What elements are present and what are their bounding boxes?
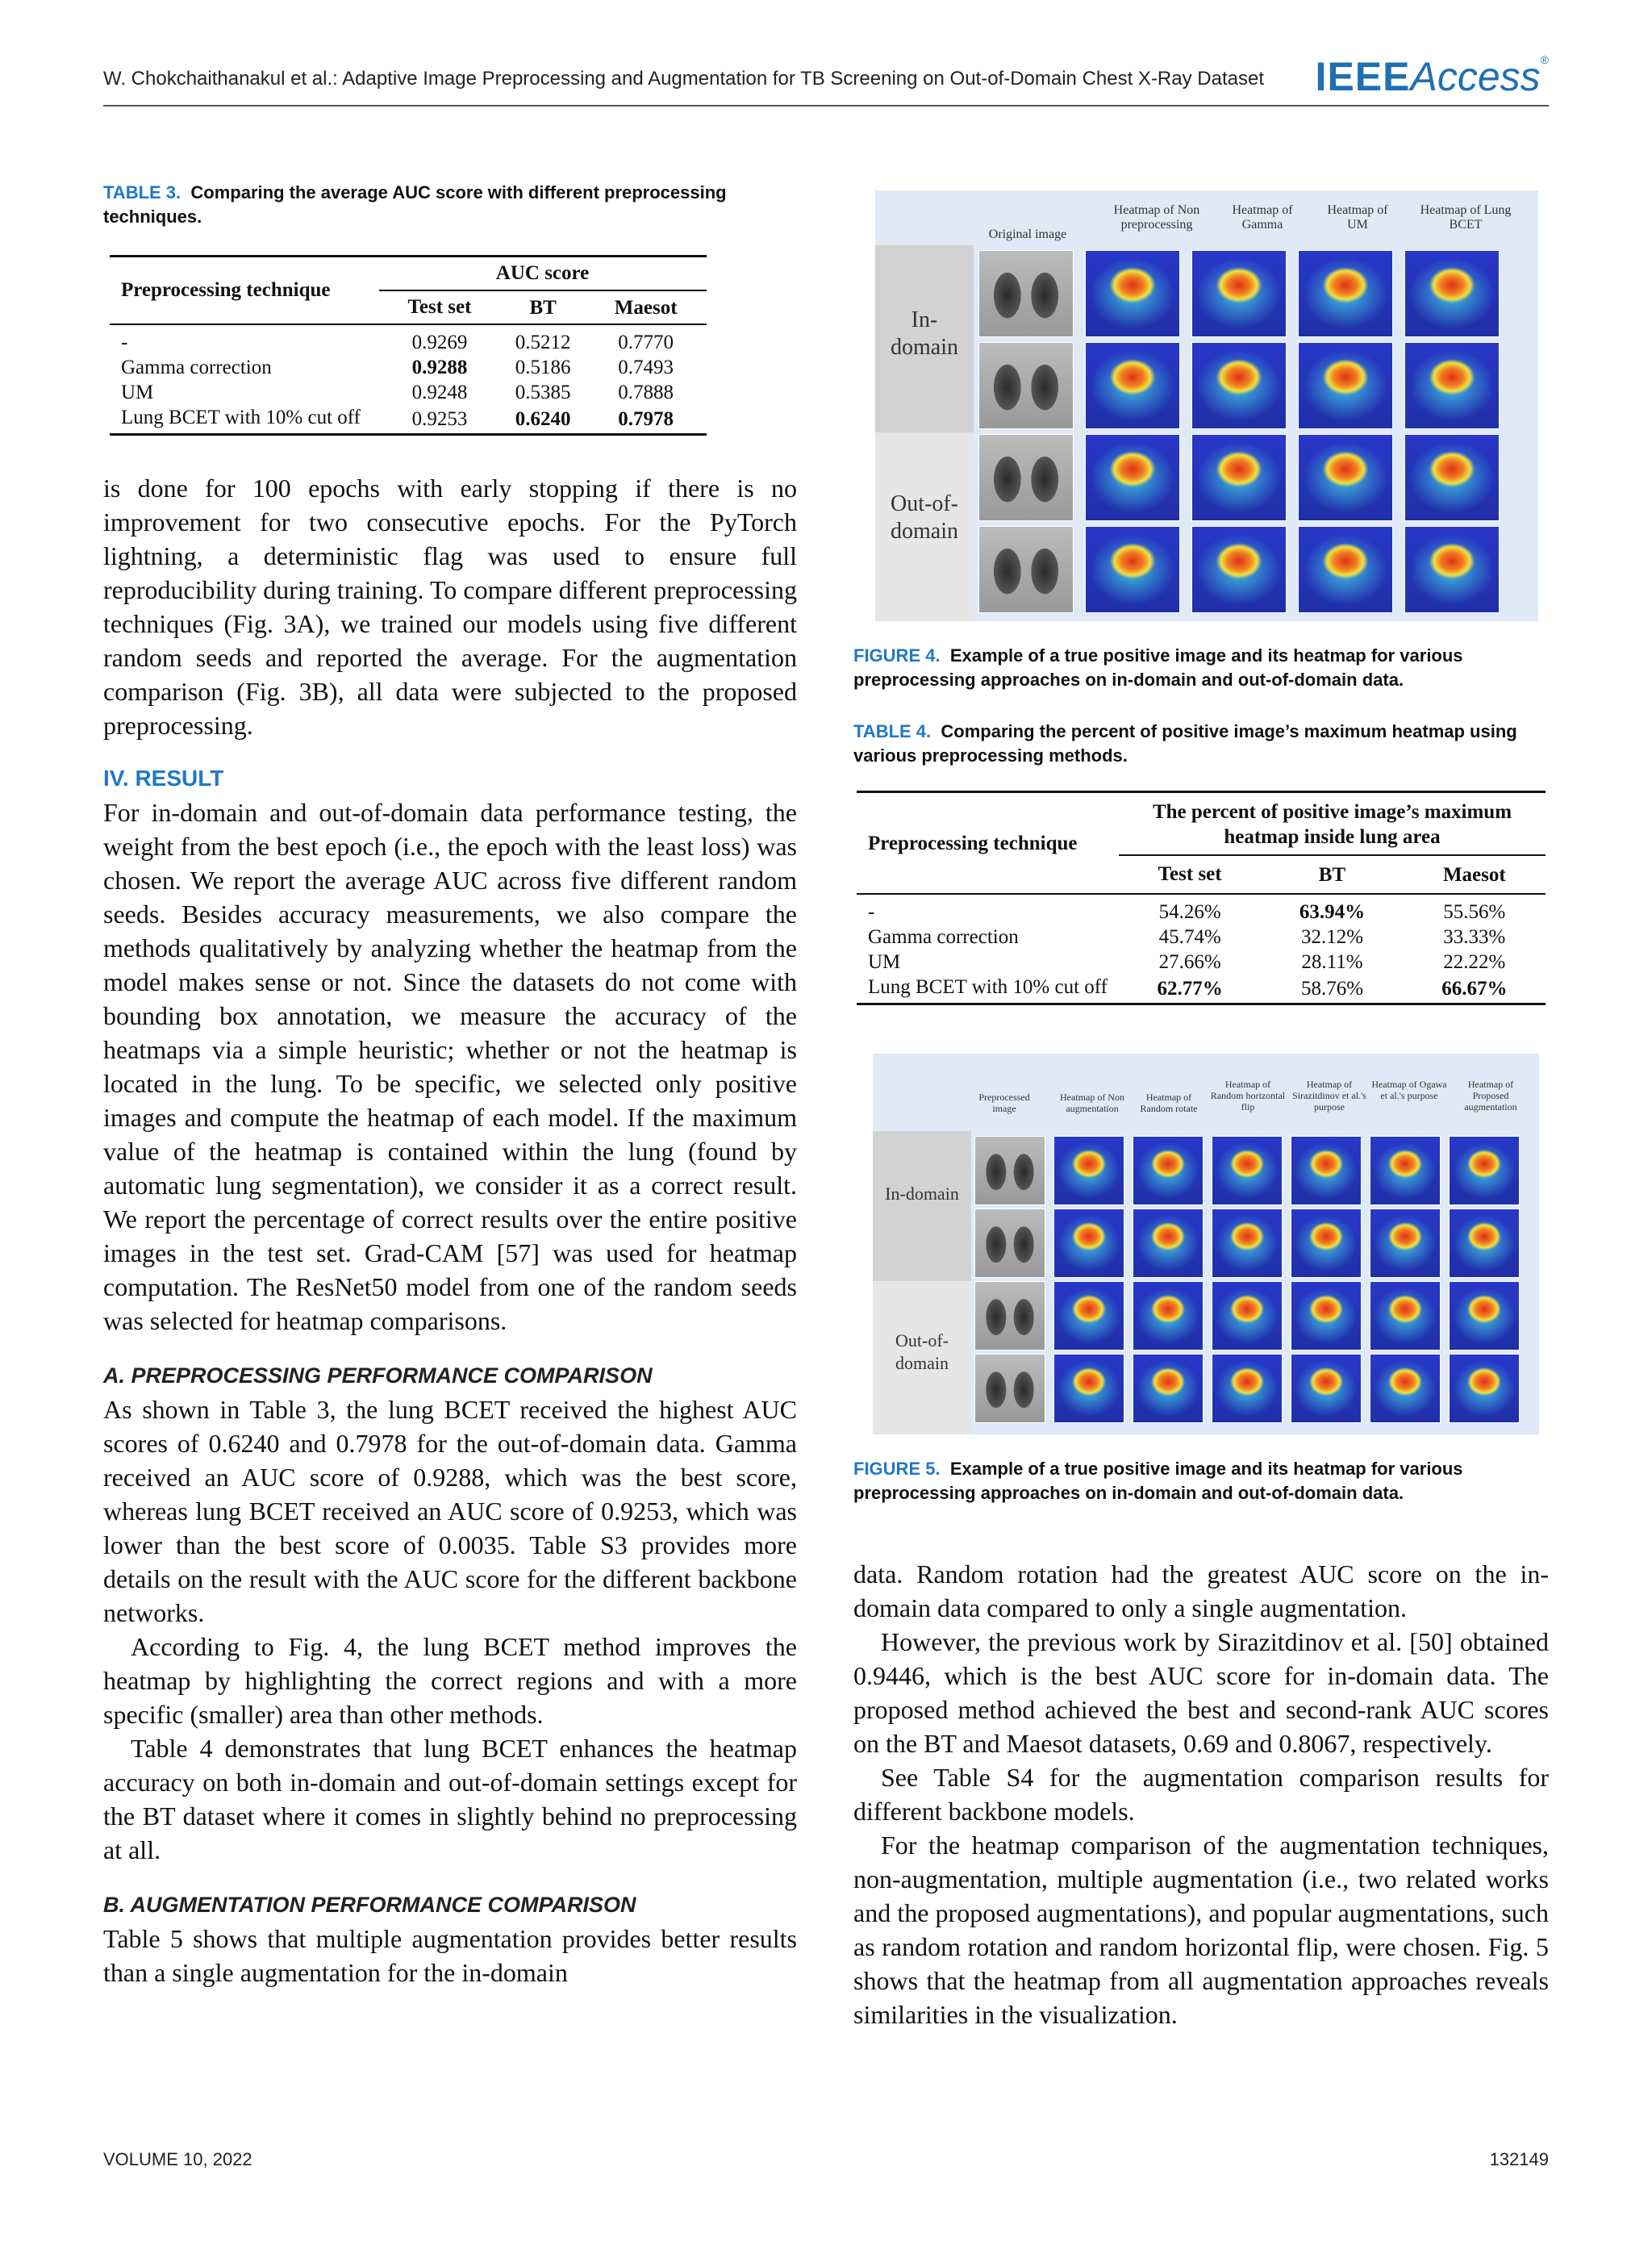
xray-thumbnail: [974, 1136, 1045, 1205]
table3-subcol: BT: [529, 296, 557, 319]
figure5-row-label-out: Out-of-domain: [895, 1330, 949, 1373]
xray-thumbnail: [974, 1281, 1045, 1351]
xray-thumbnail: [978, 434, 1074, 521]
heatmap-thumbnail: [1404, 250, 1500, 337]
heatmap-thumbnail: [1191, 342, 1287, 429]
figure4-caption: FIGURE 4. Example of a true positive image and its heatmap for various preprocessing approaches on in-domain and out-of-domain data.: [853, 645, 1463, 690]
heatmap-thumbnail: [1404, 526, 1500, 613]
figure5-caption: FIGURE 5. Example of a true positive image and its heatmap for various preprocessing approaches on in-domain and out-of-domain data.: [853, 1459, 1463, 1503]
heatmap-thumbnail: [1191, 250, 1287, 337]
table-row: UM 0.9248 0.5385 0.7888: [121, 382, 674, 403]
table-row: Lung BCET with 10% cut off 0.9253 0.6240 0.7978: [110, 405, 707, 435]
heatmap-thumbnail: [1053, 1281, 1124, 1351]
heatmap-thumbnail: [1053, 1136, 1124, 1205]
paragraph: Table 4 demonstrates that lung BCET enhances the heatmap accuracy on both in-domain and out-of-domain settings except for the BT dataset where it comes in slightly behind no preprocessing at all.: [103, 1734, 797, 1864]
footer-page-number: 132149: [1489, 2149, 1549, 2169]
figure5-col-label: Heatmap of Non augmentation: [1060, 1092, 1124, 1114]
heatmap-thumbnail: [1085, 526, 1180, 613]
right-column-text: [853, 1557, 1549, 2031]
heatmap-thumbnail: [1370, 1209, 1441, 1278]
heatmap-thumbnail: [1212, 1136, 1283, 1205]
figure4-image: [875, 190, 1538, 621]
heatmap-thumbnail: [1449, 1354, 1520, 1423]
heatmap-thumbnail: [1212, 1281, 1283, 1351]
heatmap-thumbnail: [1370, 1136, 1441, 1205]
table3: [110, 255, 707, 436]
heatmap-thumbnail: [1449, 1209, 1520, 1278]
heatmap-thumbnail: [1133, 1281, 1204, 1351]
heatmap-thumbnail: [1291, 1354, 1362, 1423]
paragraph: For the heatmap comparison of the augmentation techniques, non-augmentation, multiple augmentation (i.e., two related works and the proposed augmentations), and popular augmentations, such as random rotation and random horizontal flip, were chosen. Fig. 5 shows that the heatmap from all augmentation approaches reveals similarities in the visualization.: [853, 1831, 1549, 2029]
heatmap-thumbnail: [1370, 1281, 1441, 1351]
paragraph: According to Fig. 4, the lung BCET method improves the heatmap by highlighting the correct regions and with a more specific (smaller) area than other methods.: [103, 1632, 797, 1729]
paragraph: data. Random rotation had the greatest AUC score on the in-domain data compared to only a single augmentation.: [853, 1559, 1549, 1622]
figure5-col-label: Preprocessed image: [978, 1092, 1030, 1114]
xray-thumbnail: [974, 1209, 1045, 1278]
heatmap-thumbnail: [1191, 526, 1287, 613]
table3-subcol: Maesot: [614, 296, 678, 319]
heatmap-thumbnail: [1053, 1354, 1124, 1423]
table4-subcol: BT: [1318, 863, 1346, 886]
table4-col-technique: Preprocessing technique: [857, 792, 1119, 895]
paragraph: For in-domain and out-of-domain data performance testing, the weight from the best epoch (i.e., the epoch with the least loss) was chosen. We report the average AUC across five different random seeds. Besides accuracy measurements, we also compare the methods qualitatively by analyzing whether the heatmap from the model makes sense or not. Since the datasets do not come with bounding box annotation, we measure the accuracy of the heatmaps via a simple heuristic; whether or not the heatmap is located in the lung. To be specific, we selected only positive images and compute the heatmap of each model. If the maximum value of the heatmap is contained within the lung (found by automatic lung segmentation), we consider it as a correct result. We report the percentage of correct results over the entire positive images in the test set. Grad-CAM [57] was used for heatmap computation. The ResNet50 model from one of the random seeds was selected for heatmap comparisons.: [103, 798, 797, 1335]
xray-thumbnail: [978, 526, 1074, 613]
table-row: UM 27.66% 28.11% 22.22%: [868, 951, 1506, 973]
paragraph: As shown in Table 3, the lung BCET received the highest AUC scores of 0.6240 and 0.7978 for the out-of-domain data. Gamma received an AUC score of 0.9288, which was the best score, whereas lung BCET received an AUC score of 0.9253, which was lower than the best score of 0.0035. Table S3 provides more details on the result with the AUC score for the different backbone networks.: [103, 1395, 797, 1627]
table4-subcol: Maesot: [1442, 863, 1506, 886]
figure5-col-label: Heatmap of Proposed augmentation: [1464, 1079, 1517, 1113]
section-heading-result: IV. RESULT: [103, 766, 224, 791]
figure4-col-label: Heatmap of Non preprocessing: [1113, 203, 1200, 232]
heatmap-thumbnail: [1291, 1136, 1362, 1205]
heatmap-thumbnail: [1404, 434, 1500, 521]
xray-thumbnail: [974, 1354, 1045, 1423]
page-header: [103, 53, 1549, 106]
table3-subcol: Test set: [407, 296, 472, 318]
footer-volume: VOLUME 10, 2022: [103, 2149, 252, 2169]
heatmap-thumbnail: [1133, 1209, 1204, 1278]
ieee-access-logo: IEEEAccess®: [1315, 53, 1549, 99]
heatmap-thumbnail: [1449, 1281, 1520, 1351]
table-row: Gamma correction 0.9288 0.5186 0.7493: [121, 357, 674, 378]
heatmap-thumbnail: [1085, 250, 1180, 337]
left-column: [103, 181, 797, 1989]
subsection-heading-augmentation: B. AUGMENTATION PERFORMANCE COMPARISON: [103, 1893, 636, 1917]
heatmap-thumbnail: [1191, 434, 1287, 521]
table3-col-technique: Preprocessing technique: [110, 257, 379, 325]
table3-caption: TABLE 3. Comparing the average AUC score with different preprocessing techniques.: [103, 182, 727, 227]
heatmap-thumbnail: [1298, 434, 1393, 521]
running-title: W. Chokchaithanakul et al.: Adaptive Image Preprocessing and Augmentation for TB Screening on Out-of-Domain Chest X-Ray Dataset: [103, 68, 1264, 90]
heatmap-thumbnail: [1449, 1136, 1520, 1205]
table-row: - 54.26% 63.94% 55.56%: [857, 894, 1546, 925]
figure5-col-label: Heatmap of Random horizontal flip: [1210, 1079, 1286, 1113]
heatmap-thumbnail: [1133, 1354, 1204, 1423]
xray-thumbnail: [978, 250, 1074, 337]
heatmap-thumbnail: [1085, 342, 1180, 429]
heatmap-thumbnail: [1404, 342, 1500, 429]
paragraph: However, the previous work by Sirazitdinov et al. [50] obtained 0.9446, which is the best AUC score for in-domain data. The proposed method achieved the best and second-rank AUC scores on the BT and Maesot datasets, 0.69 and 0.8067, respectively.: [853, 1627, 1549, 1758]
figure4-row-label-out: Out-of-domain: [891, 491, 958, 544]
figure5-col-label: Heatmap of Sirazitdinov et al.'s purpose: [1292, 1079, 1366, 1113]
heatmap-thumbnail: [1212, 1209, 1283, 1278]
heatmap-thumbnail: [1053, 1209, 1124, 1278]
table4-subcol: Test set: [1158, 863, 1222, 885]
paragraph: is done for 100 epochs with early stopping if there is no improvement for two consecutive epochs. For the PyTorch lightning, a deterministic flag was used to ensure full reproducibility during training. To compare different preprocessing techniques (Fig. 3A), we trained our models using five different random seeds and reported the average. For the augmentation comparison (Fig. 3B), all data were subjected to the proposed preprocessing.: [103, 474, 797, 740]
figure5-image: [873, 1054, 1539, 1434]
subsection-heading-preprocessing: A. PREPROCESSING PERFORMANCE COMPARISON: [103, 1363, 653, 1388]
paragraph: See Table S4 for the augmentation comparison results for different backbone models.: [853, 1763, 1549, 1826]
xray-thumbnail: [978, 342, 1074, 429]
heatmap-thumbnail: [1298, 342, 1393, 429]
heatmap-thumbnail: [1212, 1354, 1283, 1423]
table-row: Lung BCET with 10% cut off 62.77% 58.76% 66.67%: [857, 975, 1546, 1004]
figure4-col-label: Heatmap of Lung BCET: [1420, 203, 1512, 232]
figure4-col-label: Heatmap of UM: [1327, 203, 1388, 232]
figure4-col-label: Original image: [988, 228, 1067, 241]
figure4-row-label-in: In-domain: [891, 307, 958, 360]
figure5-col-label: Heatmap of Ogawa et al.'s purpose: [1371, 1079, 1447, 1101]
table4-col-group: The percent of positive image’s maximum heatmap inside lung area: [1119, 792, 1546, 856]
table-row: - 0.9269 0.5212 0.7770: [110, 324, 707, 355]
table3-col-group: AUC score: [379, 257, 707, 291]
table4-caption: TABLE 4. Comparing the percent of positive image’s maximum heatmap using various preprocessing methods.: [853, 721, 1517, 766]
figure5-row-label-in: In-domain: [885, 1184, 959, 1204]
heatmap-thumbnail: [1370, 1354, 1441, 1423]
paragraph: Table 5 shows that multiple augmentation provides better results than a single augmentation for the in-domain: [103, 1924, 797, 1987]
heatmap-thumbnail: [1291, 1209, 1362, 1278]
figure5-col-label: Heatmap of Random rotate: [1140, 1092, 1198, 1114]
heatmap-thumbnail: [1298, 250, 1393, 337]
table4: [857, 791, 1546, 1005]
heatmap-thumbnail: [1298, 526, 1393, 613]
heatmap-thumbnail: [1085, 434, 1180, 521]
figure4-col-label: Heatmap of Gamma: [1232, 203, 1293, 232]
heatmap-thumbnail: [1291, 1281, 1362, 1351]
table-row: Gamma correction 45.74% 32.12% 33.33%: [868, 926, 1506, 948]
heatmap-thumbnail: [1133, 1136, 1204, 1205]
